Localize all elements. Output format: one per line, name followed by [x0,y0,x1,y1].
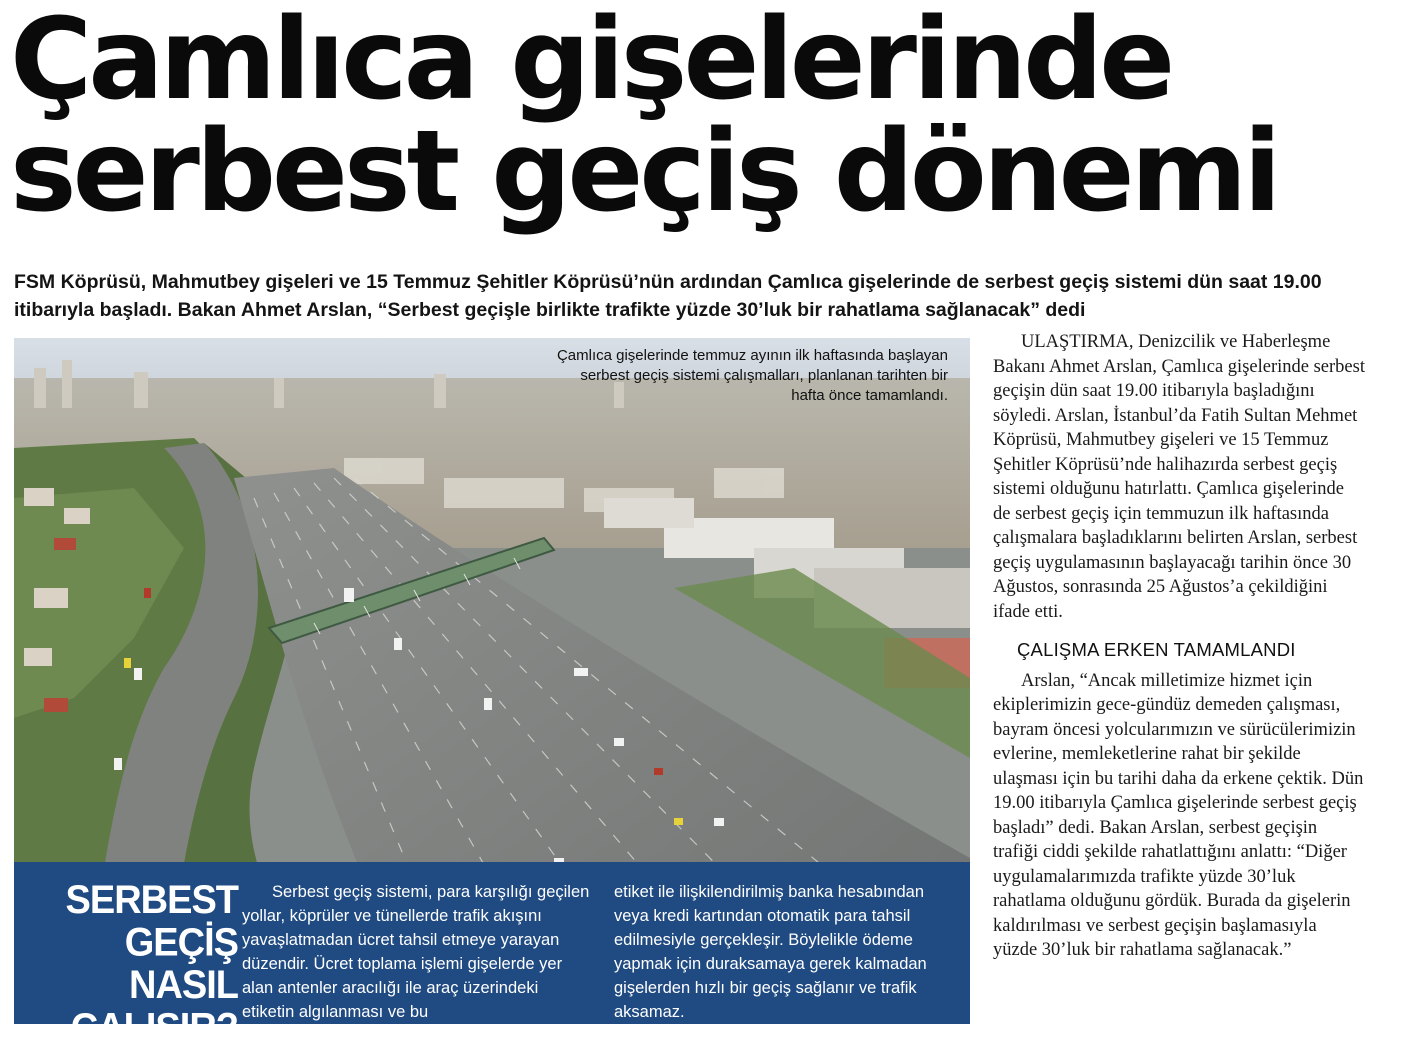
info-box-column-1: Serbest geçiş sistemi, para karşılığı geçilen yollar, köprüler ve tünellerde trafik akışını yavaşlatmadan ücret tahsil etmeye yarayan düzendir. Ücret toplama işlemi gişelerde yer alan antenler aracılığı ile araç üzerindeki etiketin algılanması ve bu [242,883,590,1021]
headline-line-2: serbest geçiş dönemi [10,107,1278,237]
headline-line-1: Çamlıca gişelerinde [10,0,1172,125]
info-box-title [26,879,238,1049]
info-box-title-line-3: ÇALIŞIR? [70,1005,238,1050]
headline [10,0,1395,237]
info-box-title-line-2: GEÇİŞ NASIL [124,920,238,1008]
article-subhead: ÇALIŞMA ERKEN TAMAMLANDI [1017,639,1296,660]
info-box [14,862,970,1050]
info-box-title-line-1: SERBEST [65,878,238,923]
photo-caption: Çamlıca gişelerinde temmuz ayının ilk haftasında başlayan serbest geçiş sistemi çalışmalları, planlanan tarihten bir hafta önce tamamlandı. [556,347,948,404]
article-paragraph-1: ULAŞTIRMA, Denizcilik ve Haberleşme Bakanı Ahmet Arslan, Çamlıca gişelerinde serbest geçişin dün saat 19.00 itibarıyla başladığını söyledi. Arslan, İstanbul’da Fatih Sultan Mehmet Köprüsü, Mahmutbey gişeleri ve 15 Temmuz Şehitler Köprüsü’nde halihazırda serbest geçiş sistemi olduğunu hatırlattı. Çamlıca gişelerinde de serbest geçiş için temmuzun ilk haftasında çalışmalara başladıklarını belirten Arslan, serbest geçiş uygulamasının başlayacağı tarihin önce 30 Ağustos, sonrasında 25 Ağustos’a çekildiğini ifade etti. [993,332,1365,622]
aerial-photo [14,338,970,1050]
info-box-column-2: etiket ile ilişkilendirilmiş banka hesabından veya kredi kartından otomatik para tahsil edilmesiyle gerçekleşir. Böylelikle ödeme yapmak için duraksamaya gerek kalmadan gişelerden hızlı bir geçiş sağlanır ve trafik aksamaz. [614,883,927,1021]
spot-text: FSM Köprüsü, Mahmutbey gişeleri ve 15 Temmuz Şehitler Köprüsü’nün ardından Çamlıca gişelerinde de serbest geçiş sistemi dün saat 19.00 itibarıyla başladı. Bakan Ahmet Arslan, “Serbest geçişle birlikte trafikte yüzde 30’luk bir rahatlama sağlanacak” dedi [14,271,1322,321]
article-body [993,330,1365,963]
article-paragraph-2: Arslan, “Ancak milletimize hizmet için ekiplerimizin gece-gündüz demeden çalışması, bayram öncesi yolcularımızın ve sürücülerimizin evlerine, memleketlerine rahat bir şekilde ulaşması için bu tarihi daha da erkene çektik. Dün 19.00 itibarıyla Çamlıca gişelerinde serbest geçiş başladı” dedi. Bakan Arslan, serbest geçişin trafiği ciddi şekilde rahatlattığını anlattı: “Diğer uygulamalarımızda trafikte yüzde 30’luk rahatlama olduğunu gördük. Burada da gişelerin kaldırılması ve serbest geçişin başlamasıyla yüzde 30’luk bir rahatlama sağlanacak.” [993,670,1364,960]
